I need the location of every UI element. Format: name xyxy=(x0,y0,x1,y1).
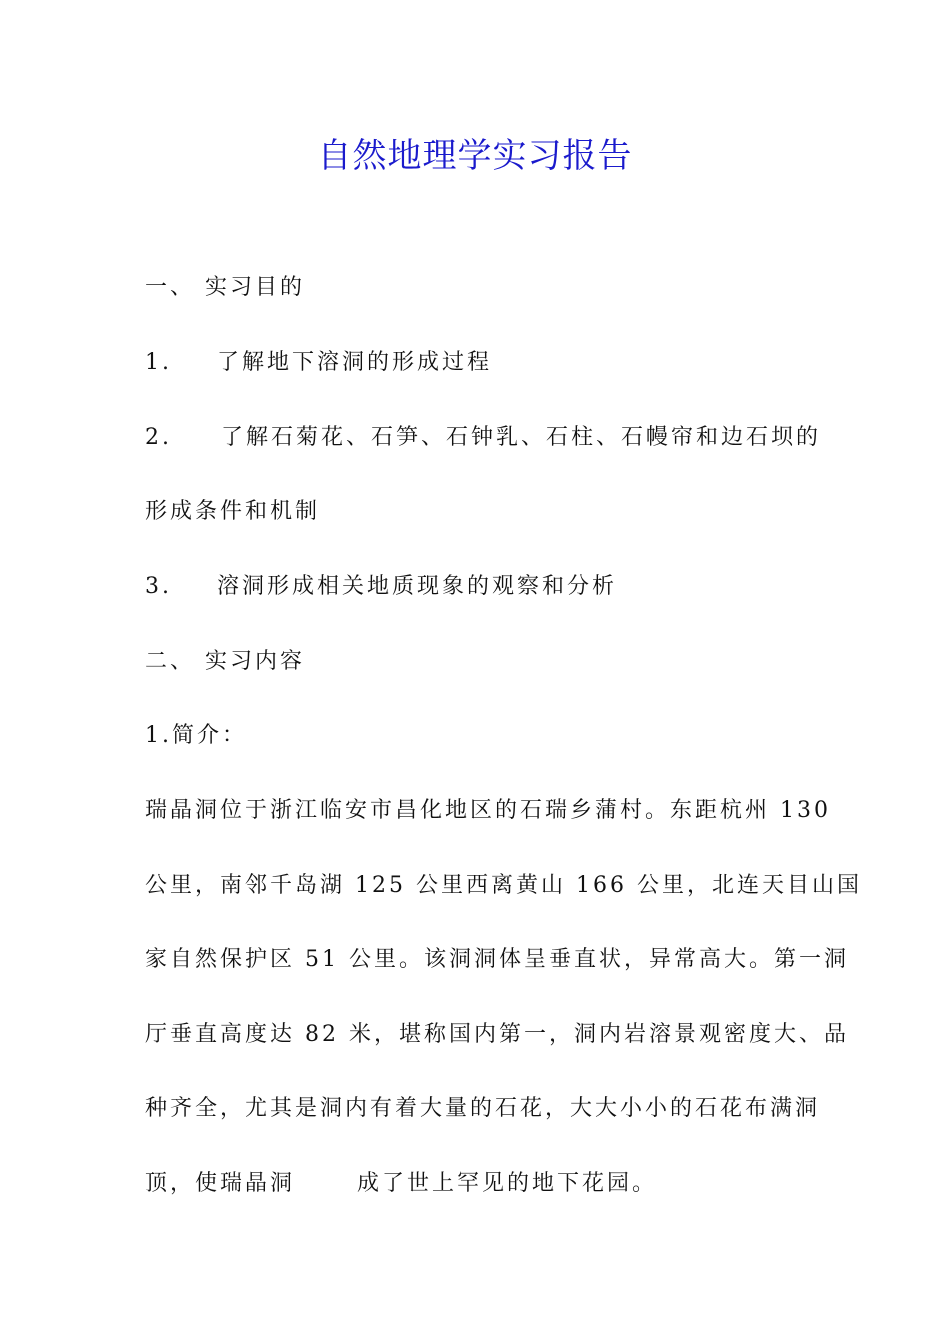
paragraph-line: 种齐全，尤其是洞内有着大量的石花，大大小小的石花布满洞 xyxy=(145,1096,821,1121)
paragraph-last-line xyxy=(145,1166,810,1197)
paragraph-line: 厅垂直高度达 82 米，堪称国内第一，洞内岩溶景观密度大、品 xyxy=(145,1022,849,1047)
section-title: 实习内容 xyxy=(205,649,306,674)
document-title: 自然地理学实习报告 xyxy=(317,136,633,176)
paragraph-line-end: 成了世上罕见的地下花园。 xyxy=(357,1171,658,1196)
list-item xyxy=(145,420,822,451)
section-number: 一、 xyxy=(145,275,196,300)
list-item-text: 溶洞形成相关地质现象的观察和分析 xyxy=(217,574,618,599)
section-title: 实习目的 xyxy=(205,275,306,300)
list-item xyxy=(145,345,810,376)
list-item-text: 了解地下溶洞的形成过程 xyxy=(217,350,493,375)
list-item-number: 3. xyxy=(145,574,172,599)
paragraph-line: 公里，南邻千岛湖 125 公里西离黄山 166 公里，北连天目山国 xyxy=(145,873,862,898)
paragraph-line: 瑞晶洞位于浙江临安市昌化地区的石瑞乡蒲村。东距杭州 130 xyxy=(145,798,831,823)
list-item-text: 了解石菊花、石笋、石钟乳、石柱、石幔帘和边石坝的 xyxy=(221,425,822,450)
list-item-number: 1. xyxy=(145,350,172,375)
paragraph-line: 家自然保护区 51 公里。该洞洞体呈垂直状，异常高大。第一洞 xyxy=(145,947,849,972)
list-item-continuation: 形成条件和机制 xyxy=(145,499,321,524)
section-heading-2 xyxy=(145,644,810,675)
subsection-heading: 1.简介： xyxy=(145,723,247,748)
list-item xyxy=(145,569,810,600)
section-number: 二、 xyxy=(145,649,196,674)
section-heading-1 xyxy=(145,270,810,301)
list-item-number: 2. xyxy=(145,425,172,450)
paragraph-line-start: 顶，使瑞晶洞 xyxy=(145,1171,296,1196)
